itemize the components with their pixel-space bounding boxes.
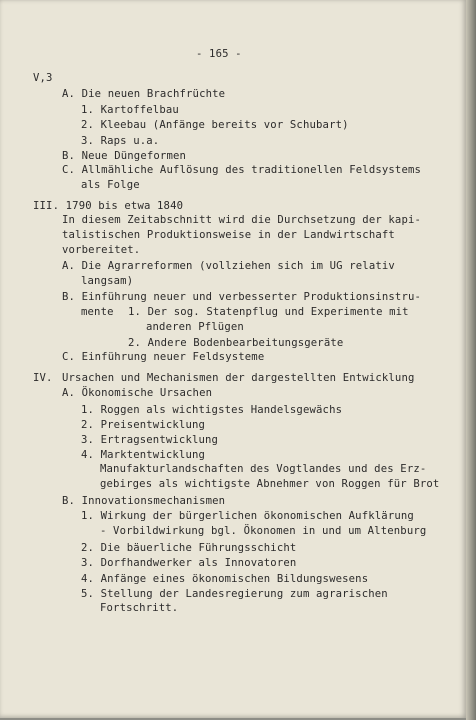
outline-item: 1. Der sog. Statenpflug und Experimente mit [128,306,409,318]
outline-item: B. Einführung neuer und verbesserter Produktionsinstru- [62,291,422,303]
outline-item-continuation: mente [81,306,114,318]
outline-item: B. Innovationsmechanismen [62,495,226,507]
outline-item: 2. Die bäuerliche Führungsschicht [81,542,297,554]
outline-item: A. Die neuen Brachfrüchte [62,88,226,100]
outline-item: 1. Roggen als wichtigstes Handelsgewächs [81,404,343,416]
section-heading: IV. [33,372,53,384]
outline-item: 1. Kartoffelbau [81,104,179,116]
body-text: In diesem Zeitabschnitt wird die Durchsetzung der kapi- [62,214,422,226]
outline-item: C. Allmähliche Auflösung des traditionellen Feldsystems [62,164,422,176]
outline-item: 2. Preisentwicklung [81,419,206,431]
body-text: - Vorbildwirkung bgl. Ökonomen in und um Altenburg [100,525,427,537]
body-text: Manufakturlandschaften des Vogtlandes und des Erz- [100,463,427,475]
body-text: gebirges als wichtigste Abnehmer von Roggen für Brot [100,478,440,490]
outline-item: 5. Stellung der Landesregierung zum agrarischen [81,588,388,600]
body-text: talistischen Produktionsweise in der Landwirtschaft [62,229,395,241]
outline-item: 3. Ertragsentwicklung [81,434,219,446]
section-heading: V,3 [33,72,53,84]
outline-item-continuation: Fortschritt. [100,602,179,614]
outline-item: 1. Wirkung der bürgerlichen ökonomischen Aufklärung [81,510,414,522]
page-edge [466,0,476,720]
outline-item: 4. Marktentwicklung [81,449,206,461]
outline-item-continuation: langsam) [81,275,134,287]
section-heading: III. 1790 bis etwa 1840 [33,200,184,212]
outline-item: A. Die Agrarreformen (vollziehen sich im UG relativ [62,260,395,272]
outline-item: 2. Andere Bodenbearbeitungsgeräte [128,337,344,349]
outline-item: 2. Kleebau (Anfänge bereits vor Schubart) [81,119,349,131]
outline-item-continuation: anderen Pflügen [146,321,244,333]
outline-item: A. Ökonomische Ursachen [62,387,213,399]
outline-item: 3. Dorfhandwerker als Innovatoren [81,557,297,569]
section-title: Ursachen und Mechanismen der dargestellten Entwicklung [62,372,415,384]
outline-item: 4. Anfänge eines ökonomischen Bildungswesens [81,573,369,585]
outline-item-continuation: als Folge [81,179,140,191]
outline-item: C. Einführung neuer Feldsysteme [62,351,265,363]
body-text: vorbereitet. [62,244,141,256]
outline-item: B. Neue Düngeformen [62,150,187,162]
page-number: - 165 - [196,48,242,60]
outline-item: 3. Raps u.a. [81,135,160,147]
